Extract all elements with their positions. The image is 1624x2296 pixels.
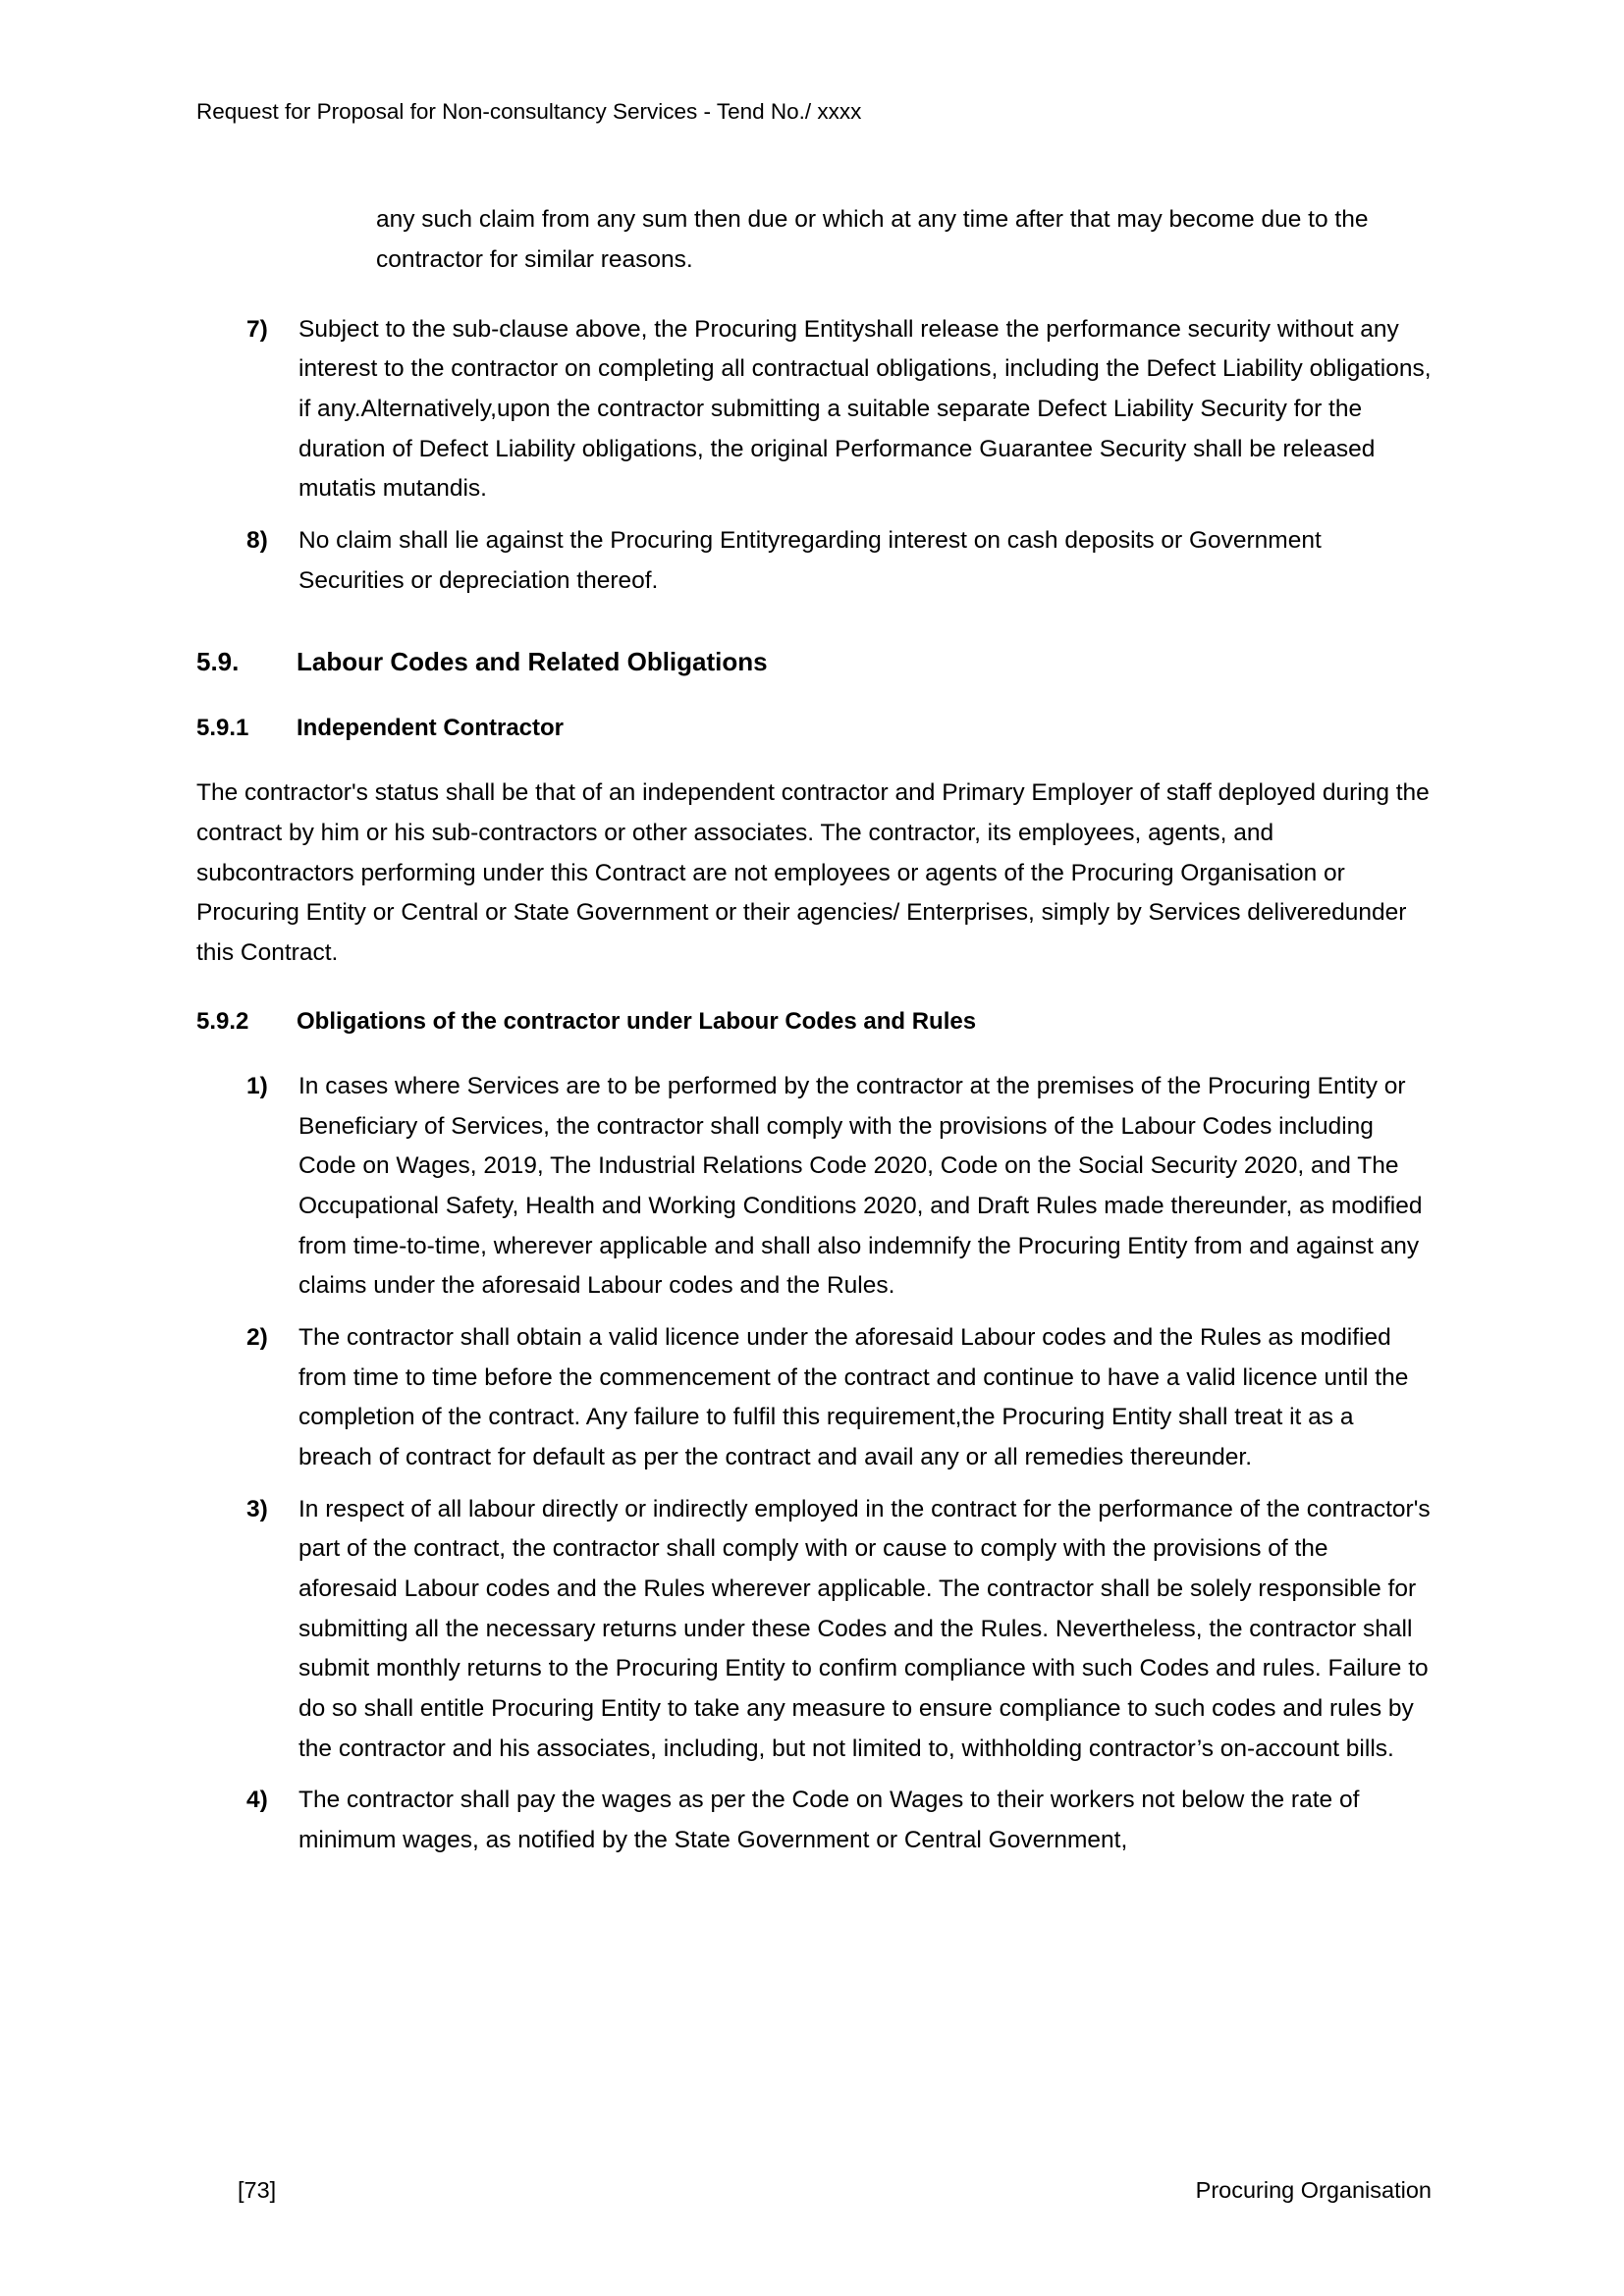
clause-number: 7): [246, 315, 268, 343]
clause-text: In respect of all labour directly or indirectly employed in the contract for the performance of the contractor's part of the contract, the contractor shall comply with or cause to comply with the provisions of the aforesaid Labour codes and the Rules wherever applicable. The contractor shall be solely responsible for submitting all the necessary returns under these Codes and the Rules. Nevertheless, the contractor shall submit monthly returns to the Procuring Entity to confirm compliance with such Codes and rules. Failure to do so shall entitle Procuring Entity to take any measure to ensure compliance to such codes and rules by the contractor and his associates, including, but not limited to, withholding contractor’s on-account bills.: [298, 1495, 1431, 1762]
clause-text: The contractor shall obtain a valid licence under the aforesaid Labour codes and the Rules as modified from time to time before the commencement of the contract and continue to have a valid licence until the completion of the contract. Any failure to fulfil this requirement,the Procuring Entity shall treat it as a breach of contract for default as per the contract and avail any or all remedies thereunder.: [298, 1324, 1409, 1471]
organisation-name: Procuring Organisation: [1195, 2177, 1432, 2203]
subsection-heading-5-9-1: [196, 712, 1432, 745]
page-number: [73]: [238, 2177, 277, 2203]
clause-item-2: [246, 1318, 1432, 1478]
subsection-title: Independent Contractor: [297, 714, 565, 741]
subsection-heading-5-9-2: [196, 1005, 1432, 1039]
clause-item-4: [246, 1781, 1432, 1860]
clause-item-8: [246, 521, 1432, 601]
clause-text: Subject to the sub-clause above, the Procuring Entityshall release the performance security without any interest to the contractor on completing all contractual obligations, including the Defect Liability obligations, if any.Alternatively,upon the contractor submitting a suitable separate Defect Liability Security for the duration of Defect Liability obligations, the original Performance Guarantee Security shall be released mutatis mutandis.: [298, 315, 1432, 503]
clause-number: 8): [246, 526, 268, 554]
page-header: [196, 93, 1432, 130]
clause-list-top: [246, 310, 1432, 614]
clause-number: 2): [246, 1324, 268, 1352]
clause-number: 4): [246, 1787, 268, 1814]
clause-list-5-9-2: [246, 1067, 1432, 1872]
clause-item-3: [246, 1490, 1432, 1770]
clause-text: In cases where Services are to be performed by the contractor at the premises of the Procuring Entity or Beneficiary of Services, the contractor shall comply with the provisions of the Labour Codes including Code on Wages, 2019, The Industrial Relations Code 2020, Code on the Social Security 2020, and The Occupational Safety, Health and Working Conditions 2020, and Draft Rules made thereunder, as modified from time-to-time, wherever applicable and shall also indemnify the Procuring Entity from and against any claims under the aforesaid Labour codes and the Rules.: [298, 1073, 1423, 1300]
clause-text: No claim shall lie against the Procuring Entityregarding interest on cash deposits or Government Securities or depreciation thereof.: [298, 526, 1322, 594]
page-footer: [196, 2171, 1432, 2210]
continuation-paragraph: any such claim from any sum then due or which at any time after that may become due to the contractor for similar reasons.: [376, 206, 1369, 273]
clause-item-7: [246, 310, 1432, 509]
clause-number: 3): [246, 1495, 268, 1522]
body-paragraph-5-9-1: The contractor's status shall be that of an independent contractor and Primary Employer of staff deployed during the contract by him or his sub-contractors or other associates. The contractor, its employees, agents, and subcontractors performing under this Contract are not employees or agents of the Procuring Organisation or Procuring Entity or Central or State Government or their agencies/ Enterprises, simply by Services deliveredunder this Contract.: [196, 779, 1430, 966]
subsection-title: Obligations of the contractor under Labour Codes and Rules: [297, 1007, 977, 1035]
subsection-number: 5.9.2: [196, 1007, 249, 1035]
section-title: Labour Codes and Related Obligations: [297, 647, 768, 677]
subsection-number: 5.9.1: [196, 714, 249, 741]
clause-number: 1): [246, 1073, 268, 1100]
section-heading-5-9: [196, 644, 1432, 679]
clause-text: The contractor shall pay the wages as per the Code on Wages to their workers not below the rate of minimum wages, as notified by the State Government or Central Government,: [298, 1787, 1360, 1853]
clause-item-1: [246, 1067, 1432, 1307]
header-title: Request for Proposal for Non-consultancy Services - Tend No./ xxxx: [196, 99, 862, 124]
section-number: 5.9.: [196, 647, 240, 677]
